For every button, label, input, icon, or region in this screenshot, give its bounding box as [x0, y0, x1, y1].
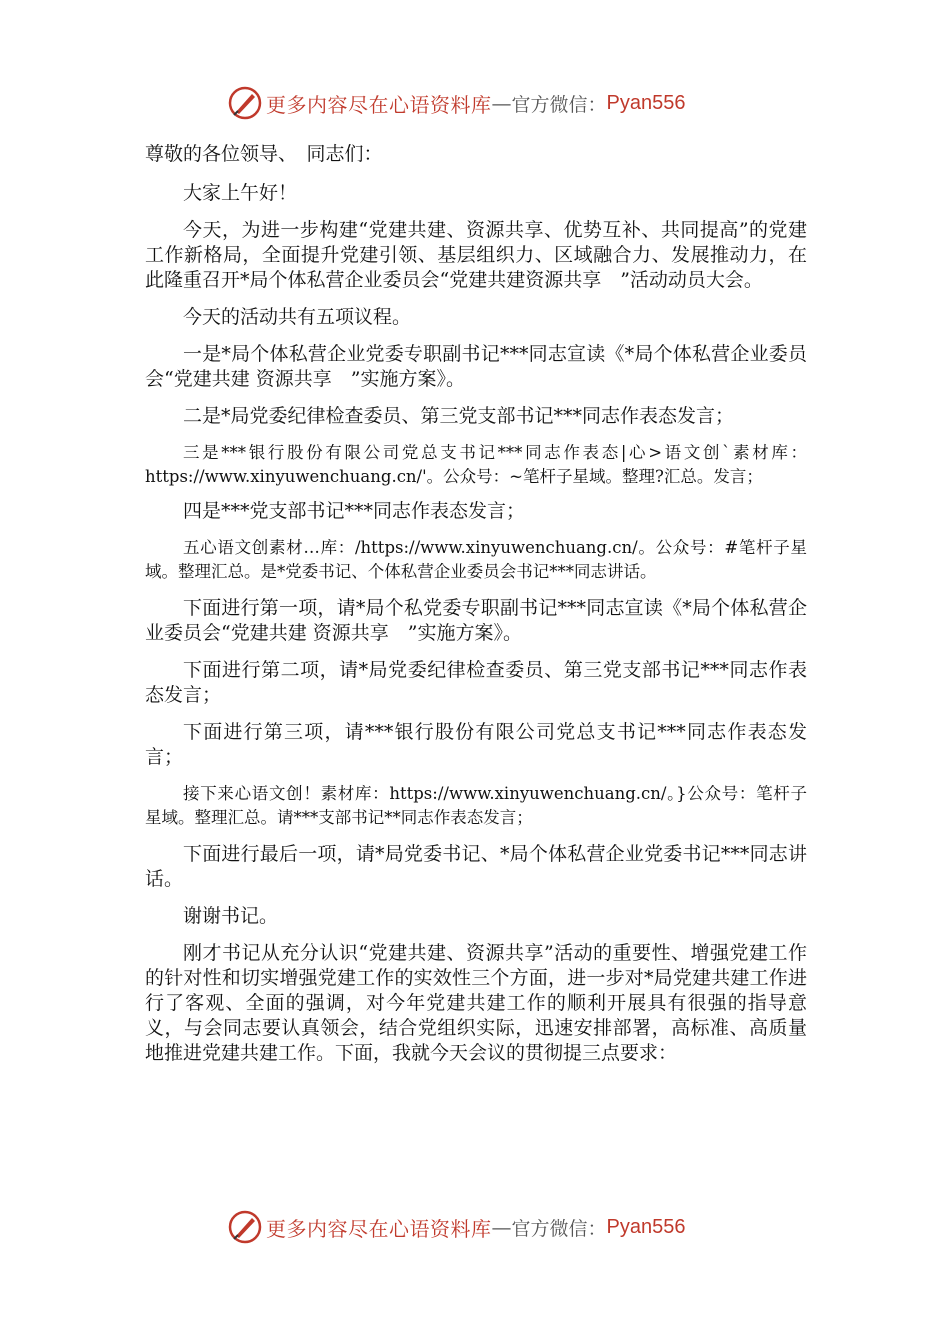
thanks: 谢谢书记。 — [183, 905, 279, 927]
banner-dash: — — [491, 91, 512, 115]
agenda-item-2: 二是*局党委纪律检查委员、第三党支部书记***同志作表态发言； — [183, 405, 735, 427]
salutation: 尊敬的各位领导、 同志们： — [145, 143, 383, 165]
agenda-item-1: 一是*局个体私营企业党委专职副书记***同志宣读《*局个体私营企业委员会“党建共建 资源共享 ”实施方案》。 — [145, 343, 807, 390]
greeting: 大家上午好！ — [183, 182, 298, 204]
wechat-label: 官方微信： — [511, 1217, 607, 1240]
paragraph-intro: 今天，为进一步构建“党建共建、资源共享、优势互补、共同提高”的党建工作新格局，全面提升党建引领、基层组织力、区域融合力、发展推动力，在此隆重召开*局个体私营企业委员会“党建共建资源共享 ”活动动员大会。 — [145, 219, 807, 291]
agenda-item-5: 五心语文创素材…库：/https://www.xinyuwenchuang.cn/。公众号：#笔杆子星域。整理汇总。是*党委书记、个体私营企业委员会书记***同志讲话。 — [145, 538, 807, 581]
wechat-id: Pyan556 — [606, 91, 686, 114]
step-4: 接下来心语文创！素材库：https://www.xinyuwenchuang.cn/。}公众号：笔杆子星域。整理汇总。请***支部书记**同志作表态发言； — [145, 784, 807, 827]
step-2: 下面进行第二项，请*局党委纪律检查委员、第三党支部书记***同志作表态发言； — [145, 659, 807, 706]
banner-dash: — — [491, 1215, 512, 1239]
paragraph-summary: 刚才书记从充分认识“党建共建、资源共享”活动的重要性、增强党建工作的针对性和切实增强党建工作的实效性三个方面，进一步对*局党建共建工作进行了客观、全面的强调，对今年党建共建工作的顺利开展具有很强的指导意义，与会同志要认真领会，结合党组织实际，迅速安排部署，高标准、高质量地推进党建共建工作。下面，我就今天会议的贯彻提三点要求： — [145, 942, 807, 1064]
step-3: 下面进行第三项，请***银行股份有限公司党总支书记***同志作表态发言； — [145, 721, 807, 768]
document-body — [145, 140, 807, 1066]
step-1: 下面进行第一项，请*局个私党委专职副书记***同志宣读《*局个体私营企业委员会“党建共建 资源共享 ”实施方案》。 — [145, 597, 807, 644]
wechat-id: Pyan556 — [606, 1215, 686, 1238]
paragraph-agenda: 今天的活动共有五项议程。 — [183, 306, 412, 328]
header-banner — [228, 86, 685, 120]
quill-logo-icon — [228, 1210, 262, 1244]
banner-title: 更多内容尽在心语资料库 — [266, 92, 492, 117]
wechat-label: 官方微信： — [511, 93, 607, 116]
quill-logo-icon — [228, 86, 262, 120]
banner-title: 更多内容尽在心语资料库 — [266, 1216, 492, 1241]
agenda-item-4: 四是***党支部书记***同志作表态发言； — [183, 500, 526, 522]
footer-banner — [228, 1210, 685, 1244]
agenda-item-3: 三是***银行股份有限公司党总支书记***同志作表态|心>语文创`素材库：https://www.xinyuwenchuang.cn/'。公众号：~笔杆子星域。整理?汇总。发言； — [145, 443, 807, 486]
step-final: 下面进行最后一项，请*局党委书记、*局个体私营企业党委书记***同志讲话。 — [145, 843, 807, 890]
